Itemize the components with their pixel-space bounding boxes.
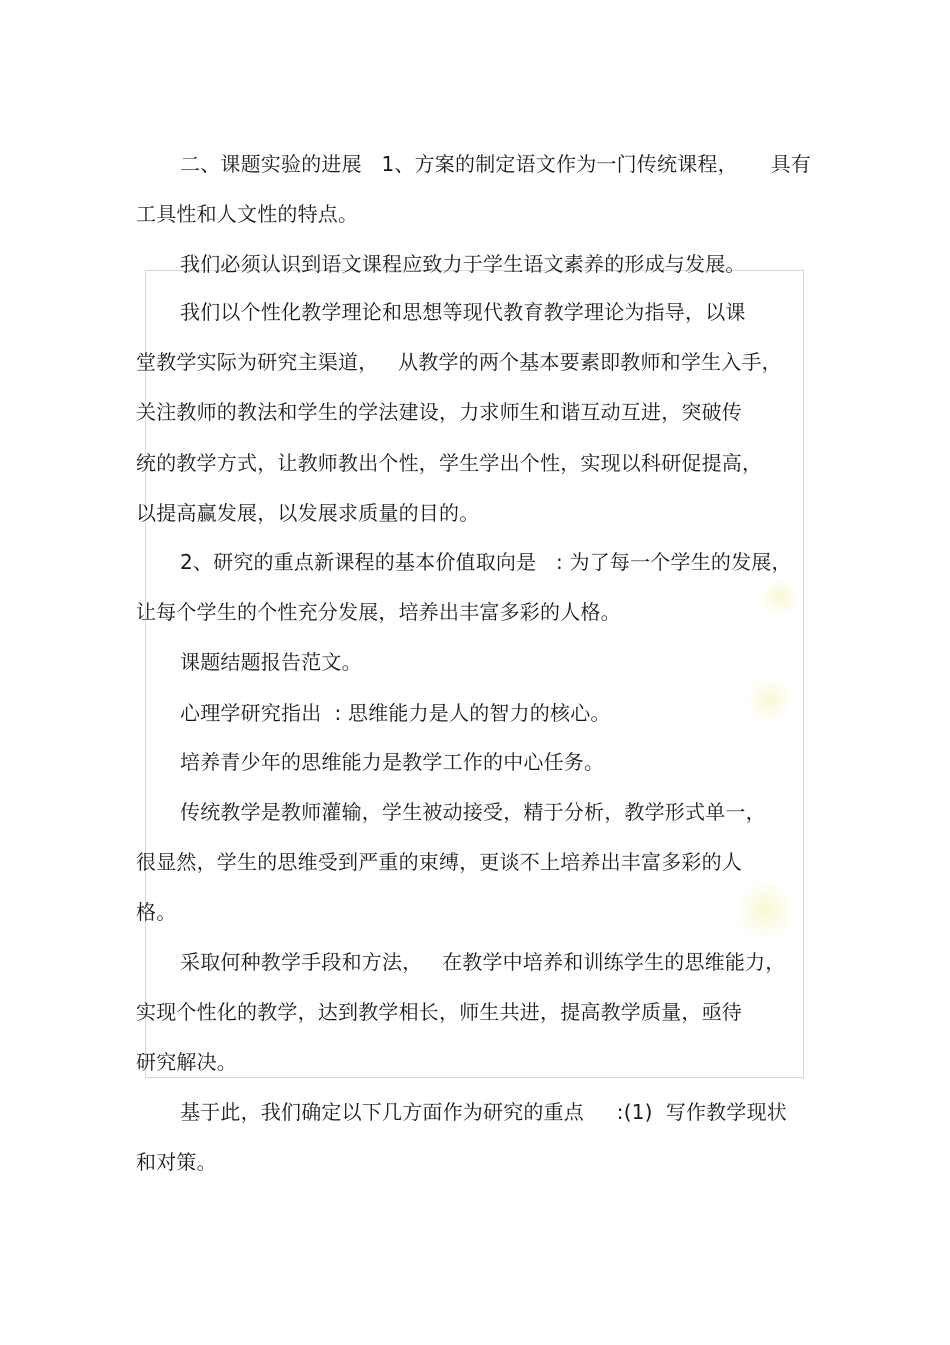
- paragraph-line: 格。: [136, 900, 177, 924]
- paper-stain: [745, 680, 795, 720]
- paragraph-line: 二、课题实验的进展 1、方案的制定语文作为一门传统课程， 具有: [180, 152, 811, 176]
- paragraph-line: 采取何种教学手段和方法， 在教学中培养和训练学生的思维能力，: [180, 950, 786, 974]
- paragraph-line: 2、研究的重点新课程的基本价值取向是 : 为了每一个学生的发展，: [180, 550, 792, 574]
- paragraph-line: 工具性和人文性的特点。: [136, 202, 359, 226]
- paper-stain: [735, 880, 795, 940]
- paragraph-line: 我们以个性化教学理论和思想等现代教育教学理论为指导，以课: [180, 300, 746, 324]
- paragraph-line: 实现个性化的教学，达到教学相长，师生共进，提高教学质量，亟待: [136, 1000, 742, 1024]
- paragraph-line: 堂教学实际为研究主渠道， 从教学的两个基本要素即教师和学生入手，: [136, 350, 782, 374]
- paragraph-line: 培养青少年的思维能力是教学工作的中心任务。: [180, 750, 605, 774]
- paragraph-line: 关注教师的教法和学生的学法建设，力求师生和谐互动互进，突破传: [136, 400, 742, 424]
- paragraph-line: 和对策。: [136, 1150, 217, 1174]
- paragraph-line: 研究解决。: [136, 1050, 237, 1074]
- paragraph-line: 基于此，我们确定以下几方面作为研究的重点 :(1) 写作教学现状: [180, 1100, 787, 1124]
- paragraph-line: 统的教学方式，让教师教出个性，学生学出个性，实现以科研促提高，: [136, 451, 763, 475]
- paragraph-line: 我们必须认识到语文课程应致力于学生语文素养的形成与发展。: [180, 252, 746, 276]
- paragraph-line: 心理学研究指出 : 思维能力是人的智力的核心。: [180, 701, 611, 725]
- paper-stain: [760, 580, 800, 615]
- paragraph-line: 以提高赢发展，以发展求质量的目的。: [136, 501, 480, 525]
- paragraph-line: 课题结题报告范文。: [180, 650, 362, 674]
- paragraph-line: 很显然，学生的思维受到严重的束缚，更谈不上培养出丰富多彩的人: [136, 850, 742, 874]
- paragraph-line: 让每个学生的个性充分发展，培养出丰富多彩的人格。: [136, 600, 621, 624]
- paragraph-line: 传统教学是教师灌输，学生被动接受，精于分析，教学形式单一，: [180, 800, 766, 824]
